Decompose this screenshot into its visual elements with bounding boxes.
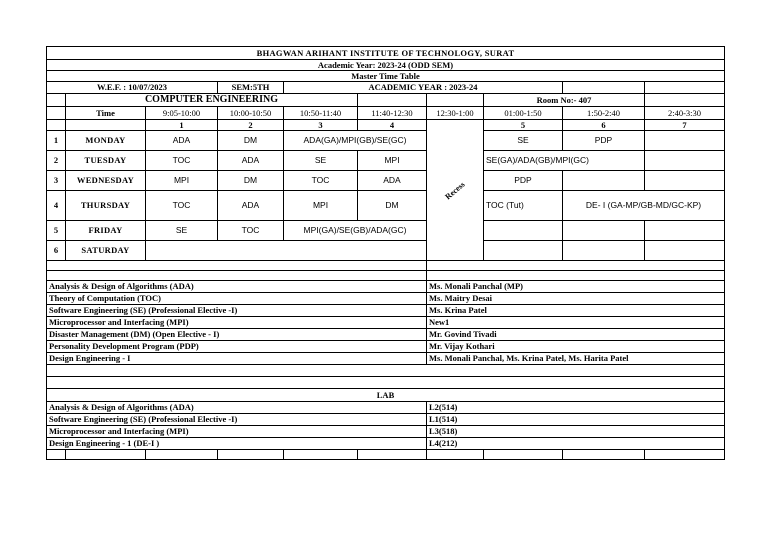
period-cell: TOC xyxy=(218,221,284,241)
blank xyxy=(47,107,66,120)
blank xyxy=(563,450,645,460)
period-cell xyxy=(563,171,645,191)
slot-number: 2 xyxy=(218,120,284,131)
period-cell xyxy=(645,131,725,151)
period-cell: TOC xyxy=(146,151,218,171)
blank xyxy=(47,271,427,281)
period-cell xyxy=(563,221,645,241)
slot-number: 1 xyxy=(146,120,218,131)
faculty-teacher: Ms. Monali Panchal (MP) xyxy=(427,281,725,293)
day-tuesday: TUESDAY xyxy=(66,151,146,171)
lab-room: L2(514) xyxy=(427,402,725,414)
lab-room: L1(514) xyxy=(427,414,725,426)
blank xyxy=(427,271,725,281)
faculty-teacher: Ms. Monali Panchal, Ms. Krina Patel, Ms. Harita Patel xyxy=(427,353,725,365)
blank xyxy=(484,241,563,261)
faculty-teacher: Mr. Govind Tivadi xyxy=(427,329,725,341)
period-cell: DM xyxy=(218,171,284,191)
period-cell: MPI xyxy=(284,191,358,221)
recess-cell xyxy=(427,120,484,261)
blank xyxy=(47,94,66,107)
period-cell: SE(GA)/ADA(GB)/MPI(GC) xyxy=(484,151,645,171)
faculty-subject: Theory of Computation (TOC) xyxy=(47,293,427,305)
day-wednesday: WEDNESDAY xyxy=(66,171,146,191)
time-slot-recess: 12:30-1:00 xyxy=(427,107,484,120)
lab-subject: Microprocessor and Interfacing (MPI) xyxy=(47,426,427,438)
recess-label: Recess xyxy=(443,179,467,201)
blank xyxy=(645,94,725,107)
day-number: 2 xyxy=(47,151,66,171)
day-number: 5 xyxy=(47,221,66,241)
blank xyxy=(484,450,563,460)
blank xyxy=(427,261,725,271)
academic-year-2: ACADEMIC YEAR : 2023-24 xyxy=(284,82,563,94)
semester: SEM:5TH xyxy=(218,82,284,94)
blank xyxy=(47,377,725,389)
faculty-teacher: Ms. Maitry Desai xyxy=(427,293,725,305)
period-cell: ADA xyxy=(358,171,427,191)
day-number: 1 xyxy=(47,131,66,151)
period-cell: ADA(GA)/MPI(GB)/SE(GC) xyxy=(284,131,427,151)
lab-title: LAB xyxy=(47,389,725,402)
blank xyxy=(645,450,725,460)
blank xyxy=(47,365,725,377)
blank xyxy=(563,82,645,94)
faculty-teacher: Mr. Vijay Kothari xyxy=(427,341,725,353)
day-monday: MONDAY xyxy=(66,131,146,151)
faculty-subject: Software Engineering (SE) (Professional Elective -I) xyxy=(47,305,427,317)
lab-subject: Software Engineering (SE) (Professional Elective -I) xyxy=(47,414,427,426)
blank xyxy=(47,261,427,271)
lab-room: L3(518) xyxy=(427,426,725,438)
lab-subject: Design Engineering - 1 (DE-I ) xyxy=(47,438,427,450)
period-cell xyxy=(484,221,563,241)
faculty-subject: Analysis & Design of Algorithms (ADA) xyxy=(47,281,427,293)
blank xyxy=(358,450,427,460)
faculty-subject: Microprocessor and Interfacing (MPI) xyxy=(47,317,427,329)
period-cell xyxy=(645,171,725,191)
institute-title: BHAGWAN ARIHANT INSTITUTE OF TECHNOLOGY, SURAT xyxy=(47,47,725,60)
period-cell: TOC xyxy=(146,191,218,221)
time-slot-5: 01:00-1:50 xyxy=(484,107,563,120)
day-saturday: SATURDAY xyxy=(66,241,146,261)
period-cell xyxy=(645,221,725,241)
time-slot-2: 10:00-10:50 xyxy=(218,107,284,120)
period-cell: SE xyxy=(146,221,218,241)
wef: W.E.F. : 10/07/2023 xyxy=(47,82,218,94)
period-cell: TOC (Tut) xyxy=(484,191,563,221)
day-number: 4 xyxy=(47,191,66,221)
blank xyxy=(218,450,284,460)
faculty-subject: Personality Development Program (PDP) xyxy=(47,341,427,353)
faculty-subject: Disaster Management (DM) (Open Elective - I) xyxy=(47,329,427,341)
blank xyxy=(47,450,66,460)
blank xyxy=(427,450,484,460)
period-cell: TOC xyxy=(284,171,358,191)
time-slot-4: 11:40-12:30 xyxy=(358,107,427,120)
lab-room: L4(212) xyxy=(427,438,725,450)
blank xyxy=(645,241,725,261)
period-cell: SE xyxy=(484,131,563,151)
faculty-teacher: Ms. Krina Patel xyxy=(427,305,725,317)
blank xyxy=(66,120,146,131)
slot-number: 3 xyxy=(284,120,358,131)
blank xyxy=(47,120,66,131)
time-slot-6: 1:50-2:40 xyxy=(563,107,645,120)
faculty-teacher: New1 xyxy=(427,317,725,329)
department: COMPUTER ENGINEERING xyxy=(66,94,358,107)
room-number: Room No:- 407 xyxy=(484,94,645,107)
period-cell xyxy=(645,151,725,171)
period-cell: ADA xyxy=(218,191,284,221)
time-label: Time xyxy=(66,107,146,120)
slot-number: 5 xyxy=(484,120,563,131)
blank xyxy=(563,241,645,261)
master-title: Master Time Table xyxy=(47,71,725,82)
blank xyxy=(146,241,427,261)
time-slot-1: 9:05-10:00 xyxy=(146,107,218,120)
period-cell: MPI xyxy=(146,171,218,191)
day-thursday: THURSDAY xyxy=(66,191,146,221)
blank xyxy=(358,94,427,107)
blank xyxy=(284,450,358,460)
day-number: 6 xyxy=(47,241,66,261)
period-cell: DE- I (GA-MP/GB-MD/GC-KP) xyxy=(563,191,725,221)
period-cell: ADA xyxy=(218,151,284,171)
faculty-subject: Design Engineering - I xyxy=(47,353,427,365)
blank xyxy=(645,82,725,94)
slot-number: 7 xyxy=(645,120,725,131)
period-cell: PDP xyxy=(484,171,563,191)
period-cell: ADA xyxy=(146,131,218,151)
slot-number: 6 xyxy=(563,120,645,131)
period-cell: DM xyxy=(358,191,427,221)
slot-number: 4 xyxy=(358,120,427,131)
period-cell: MPI xyxy=(358,151,427,171)
blank xyxy=(66,450,146,460)
blank xyxy=(427,94,484,107)
period-cell: DM xyxy=(218,131,284,151)
academic-year: Academic Year: 2023-24 (ODD SEM) xyxy=(47,60,725,71)
lab-subject: Analysis & Design of Algorithms (ADA) xyxy=(47,402,427,414)
timetable xyxy=(46,46,725,460)
blank xyxy=(146,450,218,460)
time-slot-3: 10:50-11:40 xyxy=(284,107,358,120)
period-cell: PDP xyxy=(563,131,645,151)
period-cell: MPI(GA)/SE(GB)/ADA(GC) xyxy=(284,221,427,241)
day-number: 3 xyxy=(47,171,66,191)
day-friday: FRIDAY xyxy=(66,221,146,241)
period-cell: SE xyxy=(284,151,358,171)
time-slot-7: 2:40-3:30 xyxy=(645,107,725,120)
